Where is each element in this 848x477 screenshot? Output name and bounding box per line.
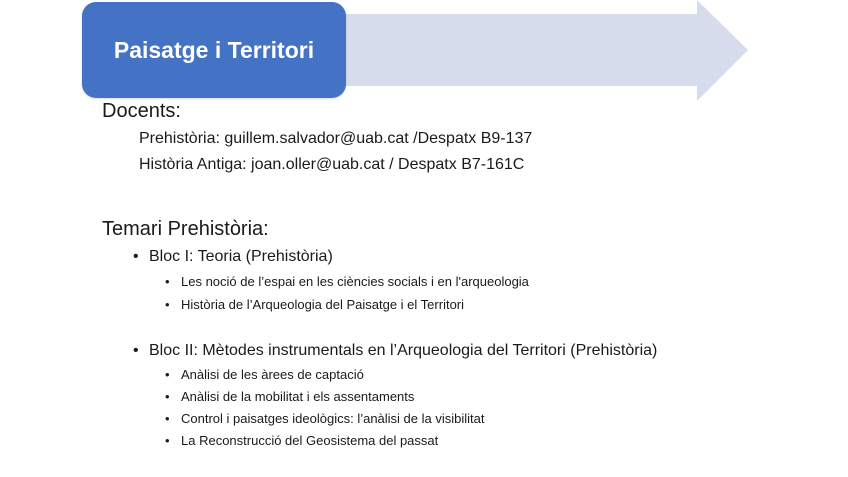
bloc-2-item-text: Anàlisi de la mobilitat i els assentaments — [181, 389, 415, 404]
bloc-1-item-text: Les noció de l’espai en les ciències socials i en l'arqueologia — [181, 274, 529, 289]
bloc-2-item-text: Control i paisatges ideològics: l’anàlisi de la visibilitat — [181, 411, 485, 426]
bloc-2-item — [165, 433, 438, 448]
bloc-1-item — [165, 274, 529, 289]
contact-historia-antiga: Història Antiga: joan.oller@uab.cat / Despatx B7-161C — [139, 156, 525, 173]
temari-heading: Temari Prehistòria: — [102, 218, 269, 240]
bloc-2-item-text: Anàlisi de les àrees de captació — [181, 367, 364, 382]
bloc-2 — [133, 342, 657, 360]
bloc-2-label: Bloc II: Mètodes instrumentals en l’Arqueologia del Territori (Prehistòria) — [149, 342, 658, 359]
bloc-2-item — [165, 389, 414, 404]
bullet: • — [165, 274, 170, 289]
contact-prehistoria: Prehistòria: guillem.salvador@uab.cat /Despatx B9-137 — [139, 130, 533, 147]
bloc-1-label: Bloc I: Teoria (Prehistòria) — [149, 248, 333, 265]
bloc-2-item-text: La Reconstrucció del Geosistema del passat — [181, 433, 439, 448]
bullet: • — [133, 342, 139, 359]
bloc-2-item — [165, 367, 364, 382]
bullet: • — [133, 248, 139, 265]
bloc-1-item — [165, 297, 464, 312]
docents-heading: Docents: — [102, 100, 181, 122]
bullet: • — [165, 433, 170, 448]
bullet: • — [165, 297, 170, 312]
bullet: • — [165, 411, 170, 426]
bullet: • — [165, 367, 170, 382]
title-box — [82, 2, 346, 98]
bullet: • — [165, 389, 170, 404]
bloc-1-item-text: Història de l’Arqueologia del Paisatge i el Territori — [181, 297, 465, 312]
page-title: Paisatge i Territori — [113, 36, 315, 63]
bloc-1 — [133, 248, 333, 266]
bloc-2-item — [165, 411, 485, 426]
